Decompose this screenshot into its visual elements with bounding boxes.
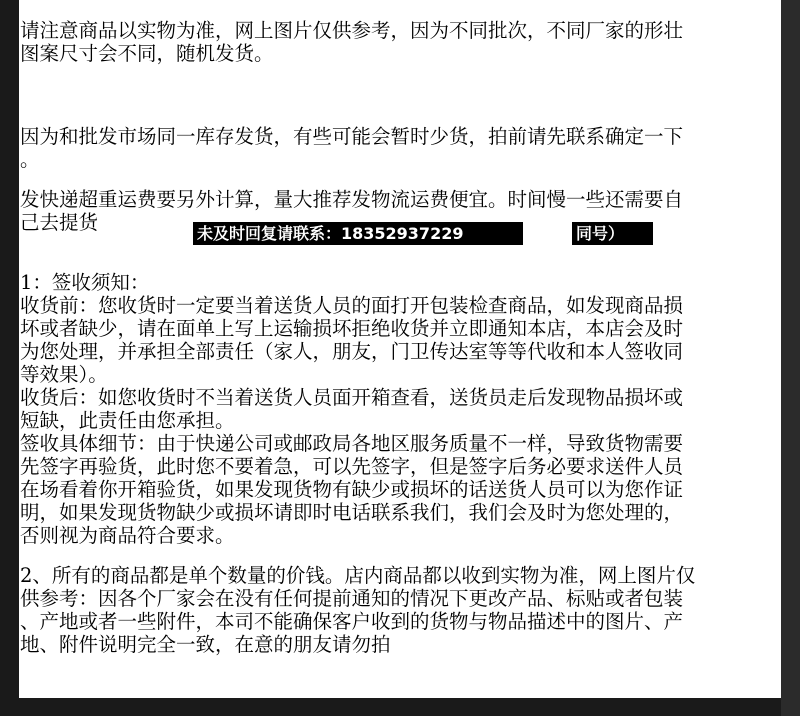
text-line: 、产地或者一些附件，本司不能确保客户收到的货物与物品描述中的图片、产 [20, 610, 684, 633]
text-line: 短缺，此责任由您承担。 [20, 409, 235, 432]
text-line: 等效果）。 [20, 363, 108, 386]
text-line: 1：签收须知： [20, 271, 150, 294]
text-line: 否则视为商品符合要求。 [20, 524, 235, 547]
contact-banner-tail: 同号） [572, 222, 653, 245]
text-line: 发快递超重运费要另外计算，量大推荐发物流运费便宜。时间慢一些还需要自 [20, 188, 684, 211]
right-edge-strip [781, 0, 800, 716]
text-line: 供参考：因各个厂家会在没有任何提前通知的情况下更改产品、标贴或者包装 [20, 587, 684, 610]
text-line: 己去提货 [20, 211, 99, 234]
text-line: 请注意商品以实物为准，网上图片仅供参考，因为不同批次，不同厂家的形壮 [20, 19, 684, 42]
text-line: 收货前：您收货时一定要当着送货人员的面打开包装检查商品，如发现商品损 [20, 294, 684, 317]
text-line: 为您处理，并承担全部责任（家人，朋友，门卫传达室等等代收和本人签收同 [20, 340, 684, 363]
document-page [19, 0, 781, 698]
text-line: 签收具体细节：由于快递公司或邮政局各地区服务质量不一样，导致货物需要 [20, 432, 684, 455]
text-line: 。 [20, 148, 40, 171]
text-line: 明，如果发现货物缺少或损坏请即时电话联系我们，我们会及时为您处理的， [20, 501, 684, 524]
text-line: 收货后：如您收货时不当着送货人员面开箱查看，送货员走后发现物品损坏或 [20, 386, 684, 409]
text-line: 坏或者缺少，请在面单上写上运输损坏拒绝收货并立即通知本店，本店会及时 [20, 317, 684, 340]
text-line: 地、附件说明完全一致，在意的朋友请勿拍 [20, 633, 391, 656]
text-line: 先签字再验货，此时您不要着急，可以先签字，但是签字后务必要求送件人员 [20, 455, 684, 478]
text-line: 在场看着你开箱验货，如果发现货物有缺少或损坏的话送货人员可以为您作证 [20, 478, 684, 501]
text-line: 因为和批发市场同一库存发货，有些可能会暂时少货，拍前请先联系确定一下 [20, 125, 684, 148]
text-line: 2、所有的商品都是单个数量的价钱。店内商品都以收到实物为准，网上图片仅 [20, 564, 696, 587]
contact-banner: 未及时回复请联系：18352937229 [193, 222, 523, 245]
text-line: 图案尺寸会不同，随机发货。 [20, 42, 274, 65]
